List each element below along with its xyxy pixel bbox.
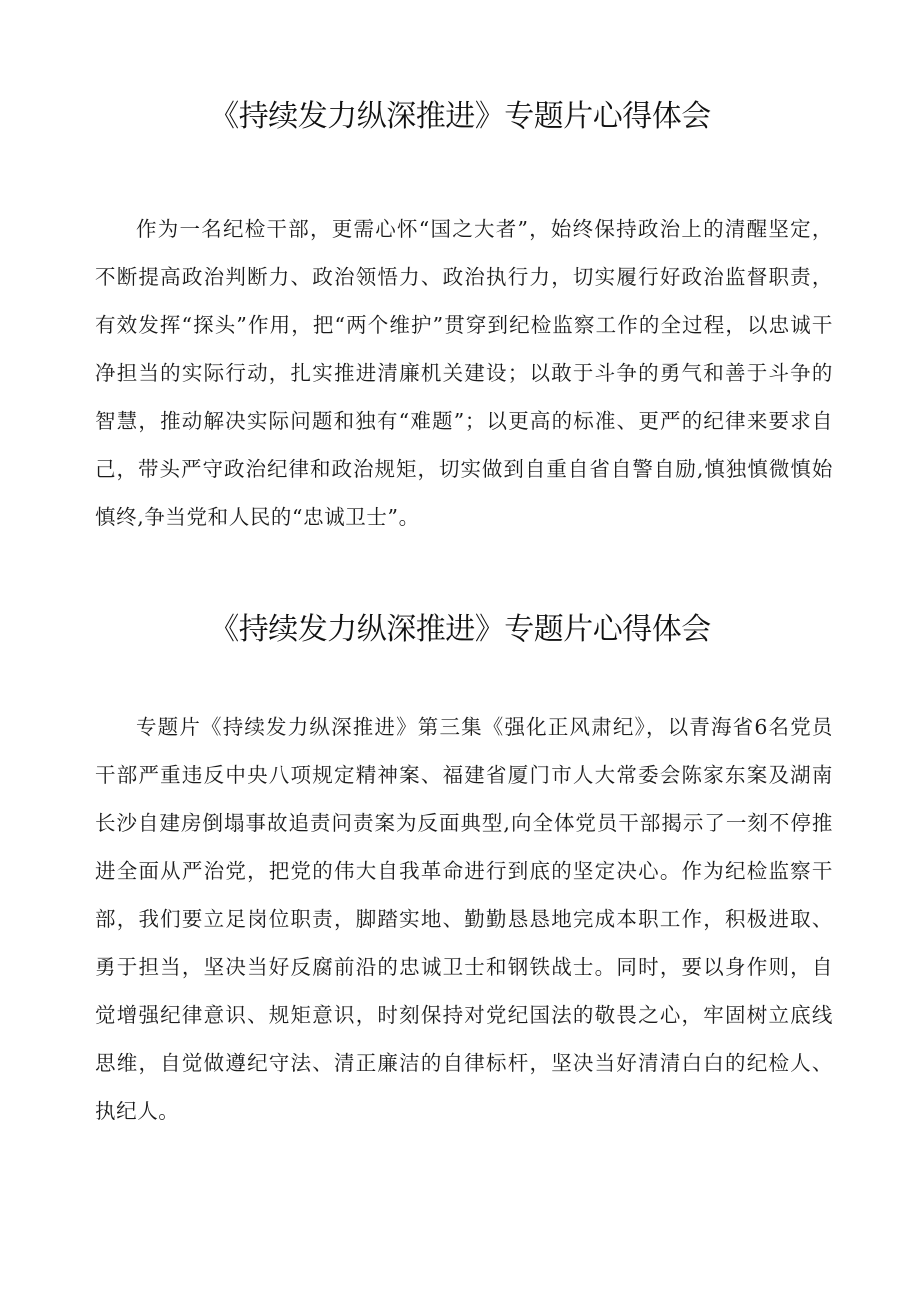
section-1-title: 《持续发力纵深推进》专题片心得体会 [209, 99, 711, 134]
section-1-body: 作为一名纪检干部，更需心怀“国之大者”，始终保持政治上的清醒坚定，不断提高政治判断力、政治领悟力、政治执行力，切实履行好政治监督职责，有效发挥“探头”作用，把“两个维护”贯穿到纪检监察工作的全过程，以忠诚干净担当的实际行动，扎实推进清廉机关建设；以敢于斗争的勇气和善于斗争的智慧，推动解决实际问题和独有“难题”；以更高的标准、更严的纪律来要求自己，带头严守政治纪律和政治规矩，切实做到自重自省自警自励,慎独慎微慎始慎终,争当党和人民的“忠诚卫士”。 [95, 217, 833, 529]
section-2-title: 《持续发力纵深推进》专题片心得体会 [209, 612, 711, 647]
section-2-body: 专题片《持续发力纵深推进》第三集《强化正风肃纪》，以青海省6名党员干部严重违反中央八项规定精神案、福建省厦门市人大常委会陈家东案及湖南长沙自建房倒塌事故追责问责案为反面典型,向全体党员干部揭示了一刻不停推进全面从严治党，把党的伟大自我革命进行到底的坚定决心。作为纪检监察干部，我们要立足岗位职责，脚踏实地、勤勤恳恳地完成本职工作，积极进取、勇于担当，坚决当好反腐前沿的忠诚卫士和钢铁战士。同时，要以身作则，自觉增强纪律意识、规矩意识，时刻保持对党纪国法的敬畏之心，牢固树立底线思维，自觉做遵纪守法、清正廉洁的自律标杆，坚决当好清清白白的纪检人、执纪人。 [95, 715, 833, 1123]
